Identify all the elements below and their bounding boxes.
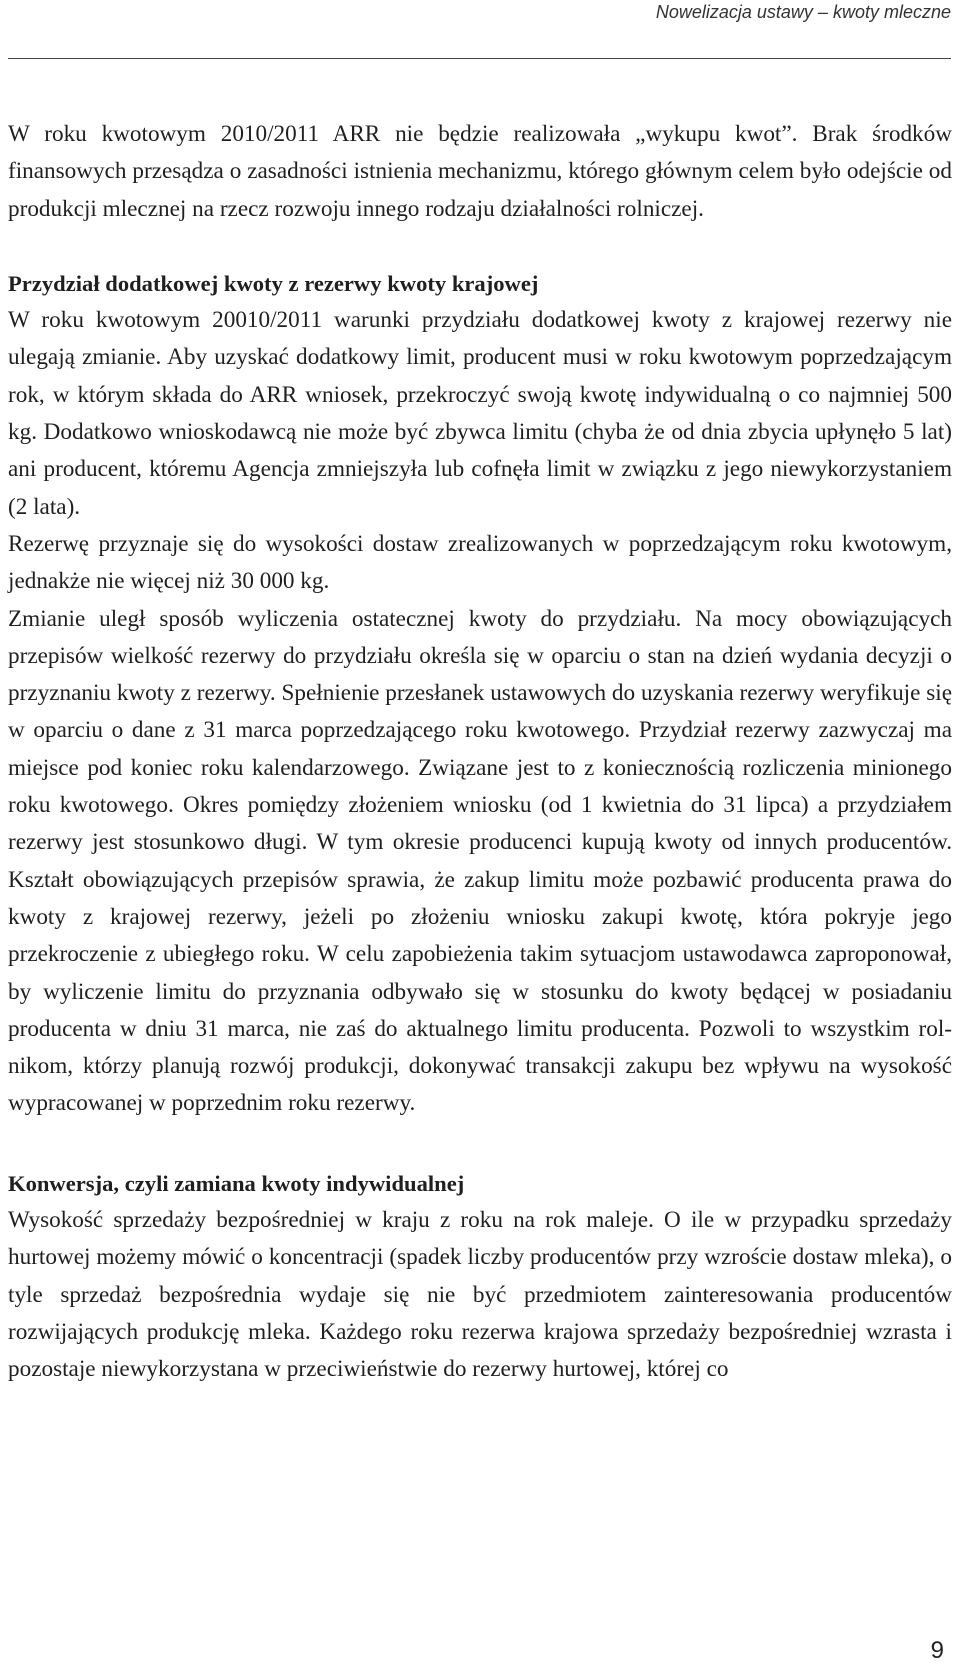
running-title: Nowelizacja ustawy – kwoty mleczne — [655, 2, 951, 22]
section-heading-reserve: Przydział dodatkowej kwoty z rezerwy kwoty krajowej — [8, 270, 539, 296]
section-heading-conversion: Konwersja, czyli zamiana kwoty indywidualnej — [8, 1170, 465, 1196]
conversion-paragraph: Wysokość sprzedaży bezpośredniej w kraju z roku na rok maleje. O ile w przypadku sprzedaży hurtowej możemy mówić o koncentracji (spadek liczby producentów przy wzroście dostaw mleka), o tyle sprzedaż bezpośrednia wydaje się nie być przedmiotem zainteresowania producentów rozwijających produkcję mleka. Każdego roku rezerwa krajowa sprzedaży bezpośredniej wzrasta i pozostaje niewykorzystana w przeciwieństwie do rezerwy hurtowej, której co — [8, 1207, 952, 1383]
reserve-paragraph-1: W roku kwotowym 20010/2011 warunki przydziału dodatkowej kwoty z krajowej rezerwy nie ulegają zmianie. Aby uzyskać dodatkowy limit, producent musi w roku kwotowym poprzedzającym rok, w którym składa do ARR wniosek, przekroczyć swoją kwotę indywidualną o co najmniej 500 kg. Dodatkowo wnioskodawcą nie może być zbywca limitu (chyba że od dnia zbycia upłynęło 5 lat) ani producent, któremu Agencja zmniejszyła lub cofnęła limit w związku z jego niewykorzystaniem (2 lata). — [8, 307, 952, 520]
section-spacer — [8, 228, 952, 265]
section-spacer — [8, 1123, 952, 1165]
page-body — [8, 116, 952, 1389]
reserve-paragraph-3: Zmianie uległ sposób wyliczenia ostatecznej kwoty do przydziału. Na mocy obowiązujących przepisów wielkość rezerwy do przydziału określa się w oparciu o stan na dzień wydania decyzji o przyznaniu kwoty z rezerwy. Spełnienie przesłanek ustawowych do uzyskania rezerwy weryfikuje się w oparciu o dane z 31 marca poprzedzającego roku kwotowego. Przydział rezerwy zazwyczaj ma miejsce pod koniec roku kalendarzowego. Związane jest to z koniecznością rozliczenia minionego roku kwotowego. Okres pomiędzy złożeniem wniosku (od 1 kwietnia do 31 lipca) a przydziałem rezerwy jest stosunkowo długi. W tym okresie producenci kupują kwoty od innych producentów. Kształt obowiązujących przepisów sprawia, że zakup limitu może pozbawić producenta prawa do kwoty z krajowej rezerwy, jeżeli po złożeniu wniosku zakupi kwotę, która pokryje jego przekroczenie z ubiegłego roku. W celu zapobieżenia takim sytuacjom ustawodawca zaproponował, by wyliczenie limitu do przyznania odbywało się w stosunku do kwoty będącej w posiadaniu producenta w dniu 31 marca, nie zaś do aktualnego limitu producenta. Pozwoli to wszystkim rolnikom, którzy planują rozwój produkcji, dokonywać transakcji zakupu bez wpływu na wysokość wypracowanej w poprzednim roku rezerwy. — [8, 605, 952, 1117]
page-number: 9 — [930, 1637, 944, 1664]
running-header — [8, 0, 951, 59]
reserve-paragraph-2: Rezerwę przyznaje się do wysokości dostaw zrealizowanych w poprzedzającym roku kwotowym, jednakże nie więcej niż 30 000 kg. — [8, 530, 952, 595]
intro-paragraph: W roku kwotowym 2010/2011 ARR nie będzie realizowała „wykupu kwot”. Brak środków finansowych przesądza o zasadności istnienia mechanizmu, którego głównym celem było odejście od produkcji mlecznej na rzecz rozwoju innego rodzaju działalności rolniczej. — [8, 121, 952, 222]
